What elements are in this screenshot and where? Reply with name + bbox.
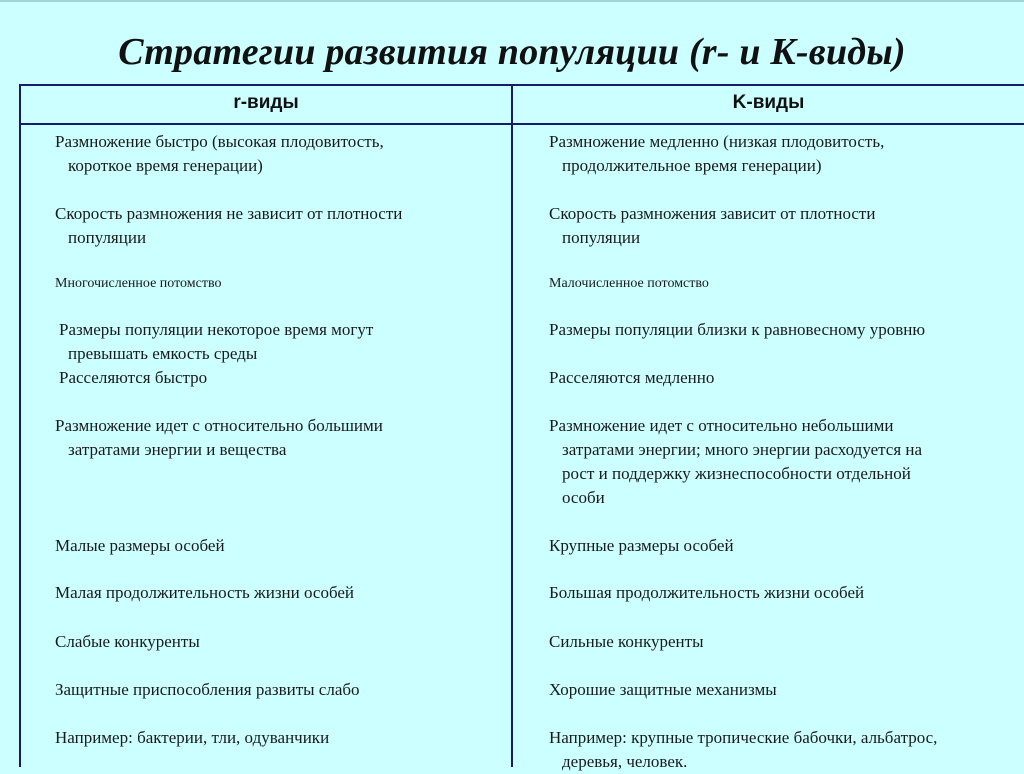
k-cell-defense xyxy=(549,678,777,702)
r-cell-line: Защитные приспособления развиты слабо xyxy=(55,680,360,699)
column-header-k-species: K-виды xyxy=(732,92,805,113)
r-cell-line: короткое время генерации) xyxy=(68,156,263,175)
r-cell-line: Малые размеры особей xyxy=(55,536,225,555)
r-cell-line: Скорость размножения не зависит от плотности xyxy=(55,204,403,223)
r-cell-line: Многочисленное потомство xyxy=(55,276,222,291)
r-cell-competitors xyxy=(55,630,200,654)
k-cell-line: Большая продолжительность жизни особей xyxy=(549,583,865,602)
r-cell-body-size xyxy=(55,534,225,558)
r-cell-lifespan xyxy=(55,581,354,605)
comparison-table xyxy=(19,84,1024,771)
k-cell-line: Крупные размеры особей xyxy=(549,536,734,555)
r-cell-line: затратами энергии и вещества xyxy=(68,440,287,459)
k-cell-offspring xyxy=(549,272,709,296)
k-cell-line: Размножение идет с относительно небольшими xyxy=(549,416,894,435)
r-cell-line: превышать емкость среды xyxy=(68,344,258,363)
k-cell-line: Скорость размножения зависит от плотности xyxy=(549,204,876,223)
r-cell-defense xyxy=(55,678,360,702)
k-cell-line: Например: крупные тропические бабочки, альбатрос, xyxy=(549,728,938,747)
r-cell-line: Слабые конкуренты xyxy=(55,632,200,651)
k-cell-population-size xyxy=(549,318,925,342)
k-cell-dispersal xyxy=(549,366,714,390)
k-cell-line: рост и поддержку жизнеспособности отдельной xyxy=(562,464,911,483)
k-cell-energy-cost xyxy=(549,414,922,510)
k-cell-lifespan xyxy=(549,581,864,605)
r-cell-line: Размножение идет с относительно большими xyxy=(55,416,383,435)
k-cell-line: Размеры популяции близки к равновесному уровню xyxy=(549,320,926,339)
k-cell-competitors xyxy=(549,630,704,654)
k-cell-line: Хорошие защитные механизмы xyxy=(549,680,777,699)
k-cell-reproduction-rate xyxy=(549,130,884,178)
r-cell-reproduction-rate xyxy=(55,130,384,178)
k-cell-line: особи xyxy=(562,488,605,507)
r-cell-dispersal xyxy=(59,366,207,390)
r-cell-line: Расселяются быстро xyxy=(59,368,208,387)
k-cell-line: Малочисленное потомство xyxy=(549,276,709,291)
r-cell-line: Размеры популяции некоторое время могут xyxy=(59,320,374,339)
k-cell-line: продолжительное время генерации) xyxy=(562,156,822,175)
r-cell-energy-cost xyxy=(55,414,383,462)
r-cell-offspring xyxy=(55,272,221,296)
r-cell-line: Размножение быстро (высокая плодовитость, xyxy=(55,132,384,151)
k-cell-line: деревья, человек. xyxy=(562,752,688,771)
r-cell-line: Например: бактерии, тли, одуванчики xyxy=(55,728,330,747)
top-border xyxy=(0,0,1024,2)
r-cell-density-dependence xyxy=(55,202,402,250)
k-cell-line: затратами энергии; много энергии расходуется на xyxy=(562,440,923,459)
column-divider xyxy=(511,86,513,767)
k-cell-body-size xyxy=(549,534,734,558)
r-cell-examples xyxy=(55,726,329,750)
k-cell-line: Расселяются медленно xyxy=(549,368,715,387)
k-cell-line: Размножение медленно (низкая плодовитость, xyxy=(549,132,885,151)
page-title: Стратегии развития популяции (r- и K-виды) xyxy=(118,31,906,73)
r-cell-line: Малая продолжительность жизни особей xyxy=(55,583,355,602)
k-cell-density-dependence xyxy=(549,202,875,250)
k-cell-line: популяции xyxy=(562,228,641,247)
k-cell-line: Сильные конкуренты xyxy=(549,632,704,651)
column-header-r-species: r-виды xyxy=(233,92,299,113)
r-cell-line: популяции xyxy=(68,228,147,247)
r-cell-population-size xyxy=(59,318,373,366)
header-divider xyxy=(21,123,1024,125)
